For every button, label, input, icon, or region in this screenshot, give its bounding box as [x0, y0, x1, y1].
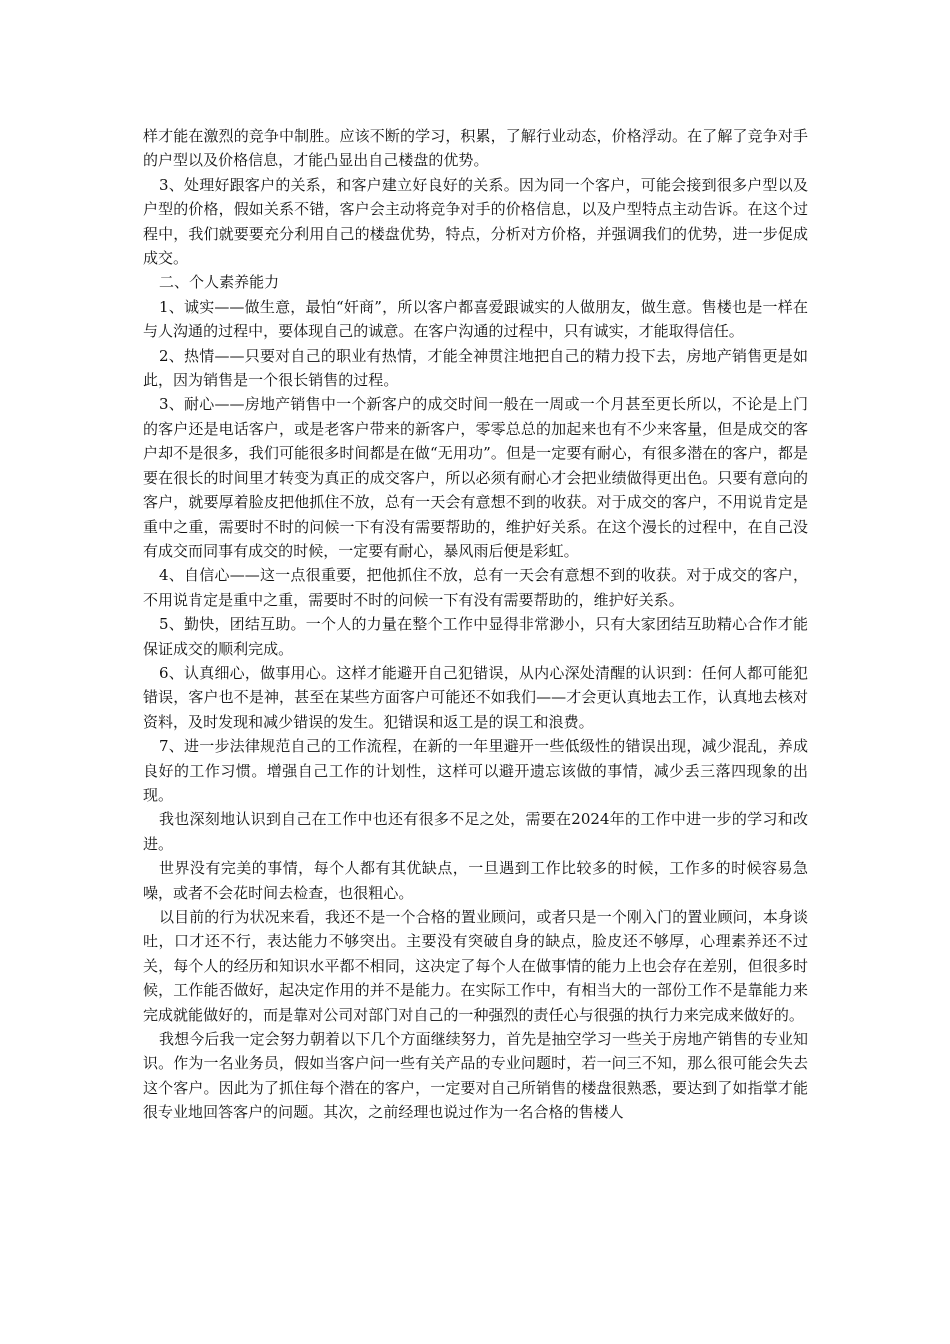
paragraph: 5、勤快，团结互助。一个人的力量在整个工作中显得非常渺小，只有大家团结互助精心合作才能保证成交的顺利完成。 [143, 615, 808, 658]
paragraph: 世界没有完美的事情，每个人都有其优缺点，一旦遇到工作比较多的时候，工作多的时候容易急噪，或者不会花时间去检查，也很粗心。 [143, 859, 808, 902]
paragraph: 我也深刻地认识到自己在工作中也还有很多不足之处，需要在2024年的工作中进一步的学习和改进。 [143, 810, 808, 853]
paragraph: 6、认真细心，做事用心。这样才能避开自己犯错误，从内心深处清醒的认识到：任何人都可能犯错误，客户也不是神，甚至在某些方面客户可能还不如我们——才会更认真地去工作，认真地去核对资料，及时发现和减少错误的发生。犯错误和返工是的误工和浪费。 [143, 663, 808, 731]
paragraph: 我想今后我一定会努力朝着以下几个方面继续努力，首先是抽空学习一些关于房地产销售的专业知识。作为一名业务员，假如当客户问一些有关产品的专业问题时，若一问三不知，那么很可能会失去这个客户。因此为了抓住每个潜在的客户，一定要对自己所销售的楼盘很熟悉，要达到了如指掌才能很专业地回答客户的问题。其次，之前经理也说过作为一名合格的售楼人 [143, 1030, 808, 1122]
paragraph: 1、诚实——做生意，最怕“奸商”，所以客户都喜爱跟诚实的人做朋友，做生意。售楼也是一样在与人沟通的过程中，要体现自己的诚意。在客户沟通的过程中，只有诚实，才能取得信任。 [143, 297, 808, 341]
paragraph: 2、热情——只要对自己的职业有热情，才能全神贯注地把自己的精力投下去，房地产销售更是如此，因为销售是一个很长销售的过程。 [143, 346, 808, 390]
paragraph: 以目前的行为状况来看，我还不是一个合格的置业顾问，或者只是一个刚入门的置业顾问，本身谈吐，口才还不行，表达能力不够突出。主要没有突破自身的缺点，脸皮还不够厚，心理素养还不过关，每个人的经历和知识水平都不相同，这决定了每个人在做事情的能力上也会存在差别，但很多时候，工作能否做好，起决定作用的并不是能力。在实际工作中，有相当大的一部份工作不是靠能力来完成就能做好的，而是靠对公司对部门对自己的一种强烈的责任心与很强的执行力来完成来做好的。 [143, 908, 808, 1024]
section-heading: 二、个人素养能力 [159, 273, 280, 292]
paragraph: 4、自信心——这一点很重要，把他抓住不放，总有一天会有意想不到的收获。对于成交的客户，不用说肯定是重中之重，需要时不时的问候一下有没有需要帮助的，维护好关系。 [143, 566, 808, 609]
document-body [143, 124, 808, 1125]
paragraph: 3、处理好跟客户的关系，和客户建立好良好的关系。因为同一个客户，可能会接到很多户型以及户型的价格，假如关系不错，客户会主动将竞争对手的价格信息，以及户型特点主动告诉。在这个过程中，我们就要要充分利用自己的楼盘优势，特点，分析对方价格，并强调我们的优势，进一步促成成交。 [143, 175, 808, 268]
paragraph: 样才能在激烈的竞争中制胜。应该不断的学习，积累，了解行业动态，价格浮动。在了解了竞争对手的户型以及价格信息，才能凸显出自己楼盘的优势。 [143, 127, 808, 170]
paragraph: 3、耐心——房地产销售中一个新客户的成交时间一般在一周或一个月甚至更长所以，不论是上门的客户还是电话客户，或是老客户带来的新客户，零零总总的加起来也有不少来客量，但是成交的客户却不是很多，我们可能很多时间都是在做“无用功”。但是一定要有耐心，有很多潜在的客户，都是要在很长的时间里才转变为真正的成交客户，所以必须有耐心才会把业绩做得更出色。只要有意向的客户，就要厚着脸皮把他抓住不放，总有一天会有意想不到的收获。对于成交的客户，不用说肯定是重中之重，需要时不时的问候一下有没有需要帮助的，维护好关系。在这个漫长的过程中，在自己没有成交而同事有成交的时候，一定要有耐心，暴风雨后便是彩虹。 [143, 395, 808, 560]
paragraph: 7、进一步法律规范自己的工作流程，在新的一年里避开一些低级性的错误出现，减少混乱，养成良好的工作习惯。增强自己工作的计划性，这样可以避开遗忘该做的事情，减少丢三落四现象的出现。 [143, 737, 808, 804]
